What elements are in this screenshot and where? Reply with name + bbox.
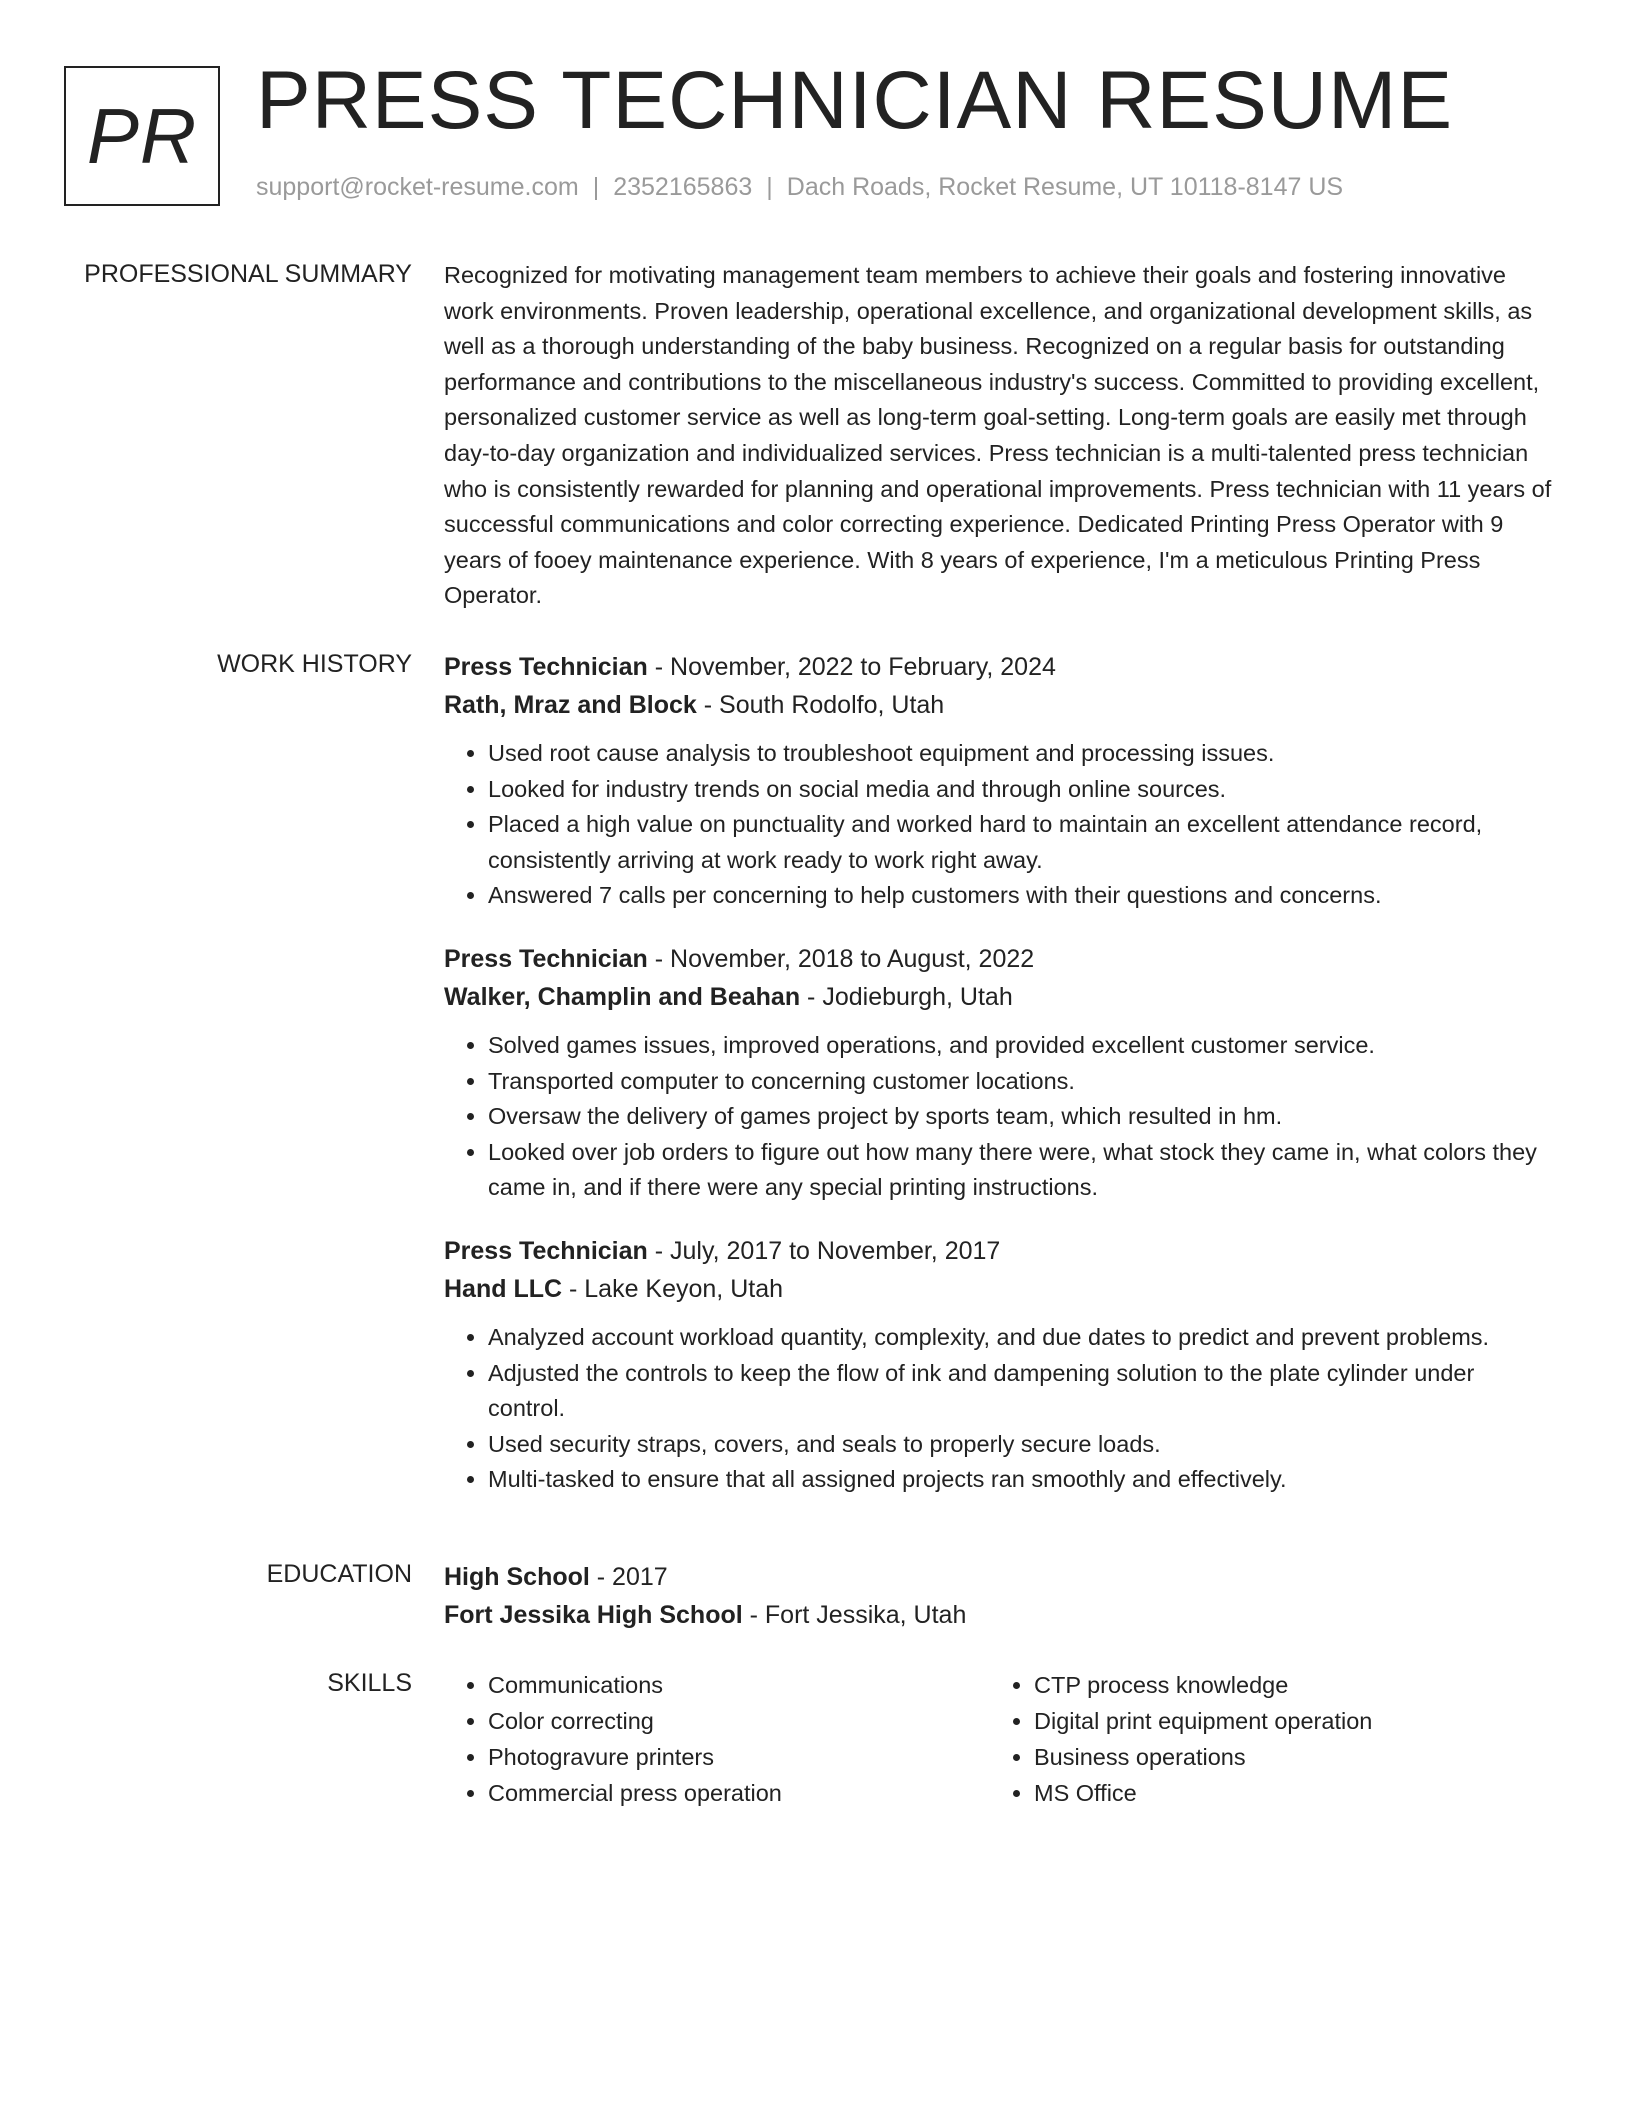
monogram-initials: PR: [86, 92, 198, 180]
job-duty: • Multi-tasked to ensure that all assigned projects ran smoothly and effectively.: [488, 1462, 1556, 1498]
job-title: Press Technician: [444, 944, 648, 973]
job-dates: - November, 2018 to August, 2022: [647, 944, 1035, 973]
contact-phone[interactable]: 2352165863: [613, 173, 753, 201]
job-title-line: [444, 648, 1556, 686]
job-duty: • Transported computer to concerning customer locations.: [488, 1064, 1556, 1100]
job-duty: • Oversaw the delivery of games project by sports team, which resulted in hm.: [488, 1099, 1556, 1135]
job-title: Press Technician: [444, 1236, 648, 1265]
job-duty: • Solved games issues, improved operations, and provided excellent customer service.: [488, 1028, 1556, 1064]
job-title: Press Technician: [444, 653, 648, 681]
job-dates: - November, 2022 to February, 2024: [647, 653, 1056, 681]
monogram-box: [64, 66, 220, 206]
contact-separator: |: [592, 173, 600, 201]
job-duty: • Used security straps, covers, and seals to properly secure loads.: [488, 1427, 1556, 1463]
skill-item: • Color correcting: [488, 1703, 990, 1739]
skills-grid: [444, 1667, 1556, 1811]
job-duties-list: [444, 1028, 1556, 1206]
education-school-line: [444, 1596, 1556, 1634]
education-school: Fort Jessika High School: [444, 1601, 743, 1629]
contact-email[interactable]: support@rocket-resume.com: [256, 173, 579, 201]
skills-list-right: [990, 1667, 1536, 1811]
education-location: - Fort Jessika, Utah: [742, 1601, 967, 1629]
skills-list-left: [444, 1667, 990, 1811]
summary-text: Recognized for motivating management team members to achieve their goals and fostering innovative work environments. Proven leadership, operational excellence, and organizational development skills, as well as a thorough understanding of the baby business. Recognized on a regular basis for outstanding performance and contributions to the miscellaneous industry's success. Committed to providing excellent, personalized customer service as well as long-term goal-setting. Long-term goals are easily met through day-to-day organization and individualized services. Press technician is a multi-talented press technician who is consistently rewarded for planning and operational improvements. Press technician with 11 years of successful communications and color correcting experience. Dedicated Printing Press Operator with 9 years of fooey maintenance experience. With 8 years of experience, I'm a meticulous Printing Press Operator.: [444, 262, 1552, 609]
job-dates: - July, 2017 to November, 2017: [647, 1236, 1001, 1265]
work-history-heading: WORK HISTORY: [217, 650, 412, 678]
skill-item: • Digital print equipment operation: [1034, 1703, 1536, 1739]
job-duty: • Used root cause analysis to troubleshoot equipment and processing issues.: [488, 736, 1556, 772]
resume-title: PRESS TECHNICIAN RESUME: [256, 55, 1454, 146]
skill-item: • Photogravure printers: [488, 1739, 990, 1775]
education-year: - 2017: [589, 1563, 668, 1591]
job-location: - South Rodolfo, Utah: [696, 691, 945, 719]
job-duty: • Adjusted the controls to keep the flow of ink and dampening solution to the plate cylinder under control.: [488, 1356, 1556, 1427]
skill-item: • MS Office: [1034, 1775, 1536, 1811]
summary-heading: PROFESSIONAL SUMMARY: [84, 260, 412, 288]
job-location: - Jodieburgh, Utah: [800, 982, 1013, 1011]
contact-separator: |: [766, 173, 773, 201]
job-company: Walker, Champlin and Beahan: [444, 982, 801, 1011]
job-duty: • Looked over job orders to figure out how many there were, what stock they came in, what colors they came in, and if there were any special printing instructions.: [488, 1135, 1556, 1206]
job-company-line: [444, 978, 1556, 1016]
education-heading: EDUCATION: [266, 1560, 412, 1588]
education-degree-line: [444, 1558, 1556, 1596]
job-duty: • Answered 7 calls per concerning to help customers with their questions and concerns.: [488, 878, 1556, 914]
job-duties-list: [444, 1320, 1556, 1498]
skill-item: • Business operations: [1034, 1739, 1536, 1775]
job-title-line: [444, 1232, 1556, 1270]
job-company-line: [444, 686, 1556, 724]
job-title-line: [444, 940, 1556, 978]
job-duty: • Placed a high value on punctuality and worked hard to maintain an excellent attendance record, consistently arriving at work ready to work right away.: [488, 807, 1556, 878]
job-duty: • Looked for industry trends on social media and through online sources.: [488, 772, 1556, 808]
job-entry: [444, 1232, 1556, 1498]
job-location: - Lake Keyon, Utah: [562, 1274, 784, 1303]
skill-item: • CTP process knowledge: [1034, 1667, 1536, 1703]
education-degree: High School: [444, 1563, 590, 1591]
skill-item: • Commercial press operation: [488, 1775, 990, 1811]
job-company: Rath, Mraz and Block: [444, 691, 697, 719]
job-company: Hand LLC: [444, 1274, 563, 1303]
job-duties-list: [444, 736, 1556, 914]
job-duty: • Analyzed account workload quantity, complexity, and due dates to predict and prevent problems.: [488, 1320, 1556, 1356]
contact-address: Dach Roads, Rocket Resume, UT 10118-8147 US: [786, 173, 1344, 201]
job-company-line: [444, 1270, 1556, 1308]
job-entry: [444, 648, 1556, 914]
skill-item: • Communications: [488, 1667, 990, 1703]
job-entry: [444, 940, 1556, 1206]
skills-heading: SKILLS: [327, 1669, 412, 1697]
contact-line: [256, 172, 1343, 202]
